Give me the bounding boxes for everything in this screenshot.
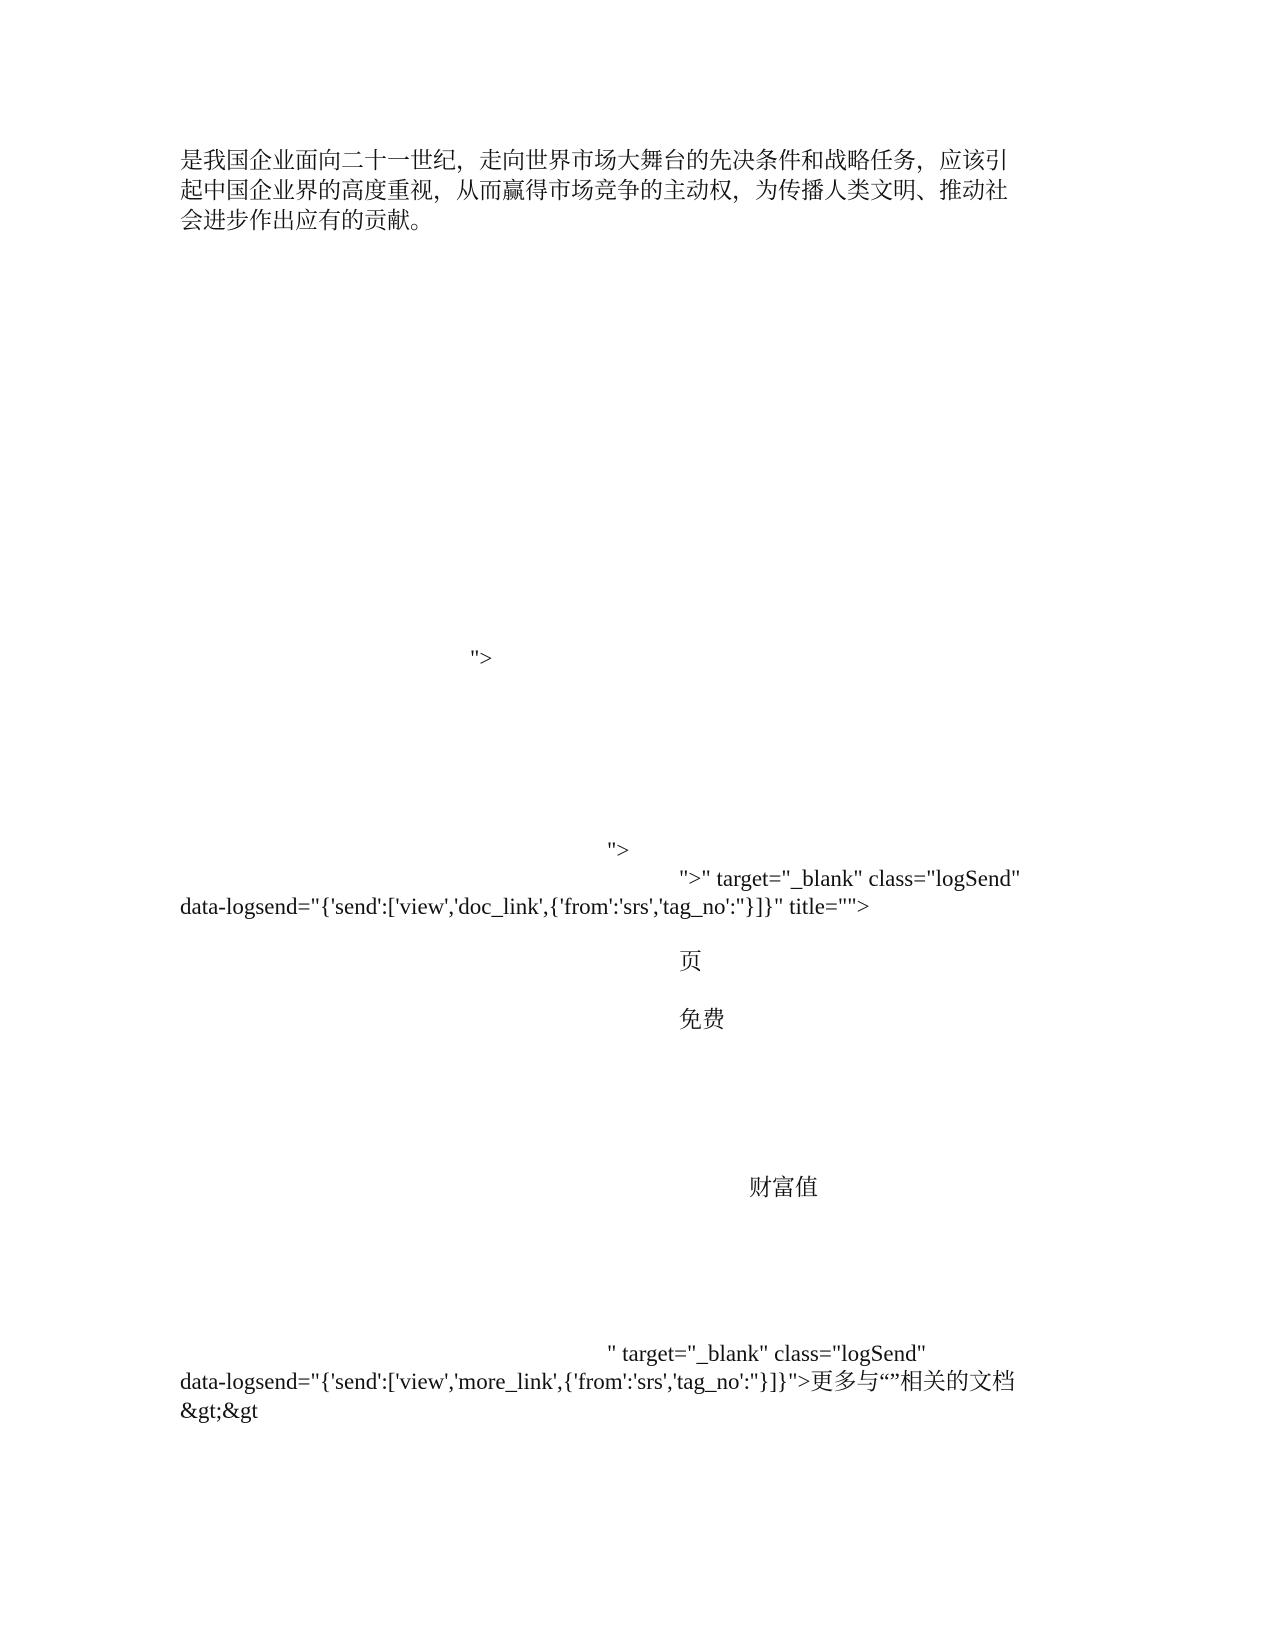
page-count-label: 页 [679,949,702,975]
free-label: 免费 [679,1007,725,1033]
paragraph-line-2: 起中国企业界的高度重视，从而赢得市场竞争的主动权，为传播人类文明、推动社 [180,178,1008,204]
markup-fragment-7: &gt;&gt [180,1398,258,1423]
markup-fragment-1: "> [470,646,493,671]
markup-fragment-4: data-logsend="{'send':['view','doc_link',{'from':'srs','tag_no':''}]}" title=""> [180,894,870,919]
wealth-value-label: 财富值 [749,1175,818,1201]
markup-fragment-5: " target="_blank" class="logSend" [607,1341,927,1366]
paragraph-line-3: 会进步作出应有的贡献。 [180,208,433,234]
more-docs-link-text: data-logsend="{'send':['view','more_link',{'from':'srs','tag_no':''}]}">更多与“”相关的文档 [180,1369,1015,1394]
markup-fragment-2: "> [607,838,630,863]
paragraph-line-1: 是我国企业面向二十一世纪，走向世界市场大舞台的先决条件和战略任务，应该引 [180,148,1008,174]
markup-fragment-3: ">" target="_blank" class="logSend" [679,866,1021,891]
